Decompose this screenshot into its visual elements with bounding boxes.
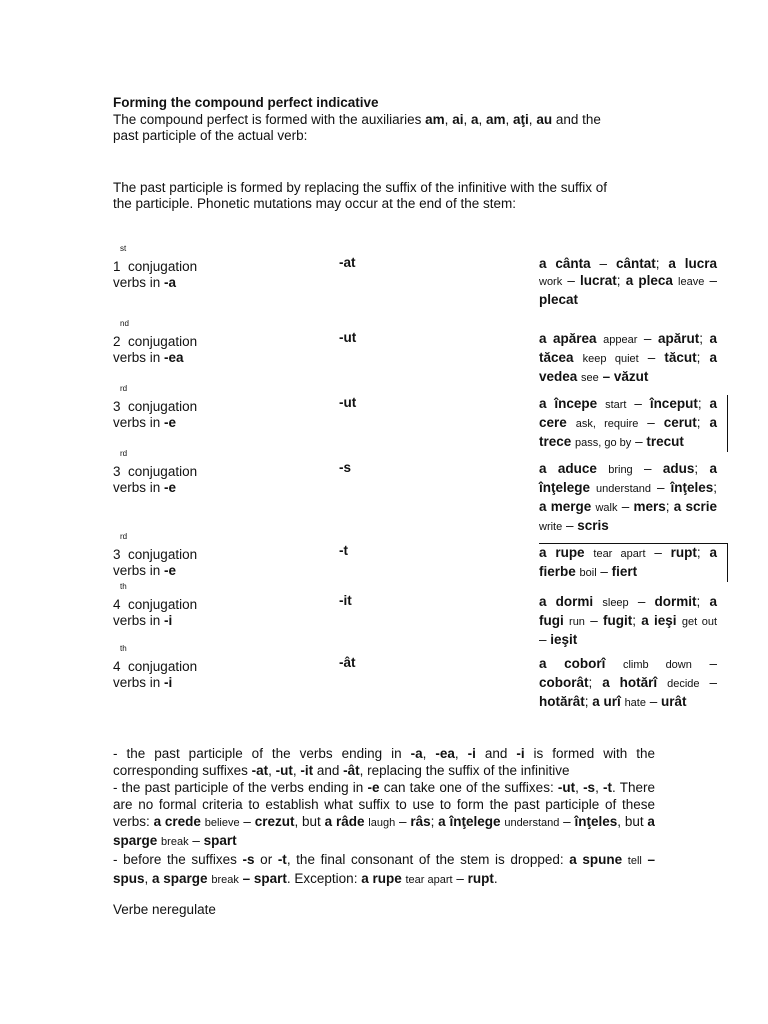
example-verbs: a începe start – început; a cere ask, require – cerut; a trece pass, go by – trecut <box>539 395 728 452</box>
aux-am: am <box>425 112 445 127</box>
conjugation-label <box>113 582 313 629</box>
conj-number: 3 <box>113 547 121 562</box>
verbs-in-text: verbs in <box>113 480 165 495</box>
ordinal-suffix: st <box>120 244 127 253</box>
example-verbs: a rupe tear apart – rupt; a fierbe boil – fiert <box>539 543 728 582</box>
conj-number: 3 <box>113 464 121 479</box>
notes-section: - the past participle of the verbs ending in -a, -ea, -i and -i is formed with the corresponding suffixes -at, -ut, -it and -ât, replacing the suffix of the infinitive - the past participle of the verbs ending in -e can take one of the suffixes: -ut, -s, -t. There are no formal criteria to establish what suffix to use to form the past participle of these verbs: a crede believe – crezut, but a râde laugh – râs; a înţelege understand – înţeles, but a sparge break – spart - before the suffixes -s or -t, the final consonant of the stem is dropped: a spune tell – spus, a sparge break – spart. Exception: a rupe tear apart – rupt. <box>113 746 655 886</box>
conjugation-label <box>113 244 313 291</box>
footer-heading: Verbe neregulate <box>113 902 216 917</box>
intro-text: The compound perfect is formed with the auxiliaries <box>113 112 426 127</box>
aux-ai: ai <box>452 112 464 127</box>
verbs-in-text: verbs in <box>113 563 165 578</box>
conjugation-title <box>113 543 313 563</box>
ordinal-suffix: rd <box>120 449 128 458</box>
participle-line-1: The past participle is formed by replacing the suffix of the infinitive with the suffix of <box>113 180 608 195</box>
verb-ending: -e <box>164 415 177 430</box>
verbs-in-text: verbs in <box>113 415 165 430</box>
conj-word: conjugation <box>128 659 198 674</box>
conjugation-title <box>113 330 313 350</box>
verb-ending-line <box>113 275 313 291</box>
conj-number: 1 <box>113 259 121 274</box>
participle-suffix: -s <box>339 460 352 475</box>
conj-number: 2 <box>113 334 121 349</box>
verbs-in-text: verbs in <box>113 613 165 628</box>
verb-ending: -e <box>164 563 177 578</box>
verb-ending-line <box>113 613 313 629</box>
conjugation-title <box>113 593 313 613</box>
intro-paragraph <box>113 112 653 144</box>
conj-number: 4 <box>113 597 121 612</box>
participle-paragraph <box>113 180 658 212</box>
example-verbs: a cânta – cântat; a lucra work – lucrat; a pleca leave – plecat <box>539 256 717 307</box>
aux-am-2: am <box>486 112 506 127</box>
conjugation-label <box>113 449 313 496</box>
example-verbs: a dormi sleep – dormit; a fugi run – fugit; a ieşi get out – ieşit <box>539 594 717 647</box>
example-verbs: a aduce bring – adus; a înţelege understand – înţeles; a merge walk – mers; a scrie write – scris <box>539 461 717 533</box>
verb-ending: -i <box>164 613 173 628</box>
conjugation-label <box>113 384 313 431</box>
conj-word: conjugation <box>128 334 198 349</box>
ordinal-suffix: th <box>120 644 127 653</box>
example-verbs: a coborî climb down – coborât; a hotărî decide – hotărât; a urî hate – urât <box>539 656 717 709</box>
ordinal-suffix: rd <box>120 532 128 541</box>
intro-line-1: The compound perfect is formed with the auxiliaries am, ai, a, am, aţi, au and the <box>113 112 601 127</box>
verbs-in-text: verbs in <box>113 350 165 365</box>
verb-ending-line <box>113 415 313 431</box>
conjugation-title <box>113 255 313 275</box>
conj-word: conjugation <box>128 399 198 414</box>
ordinal-suffix: th <box>120 582 127 591</box>
participle-suffix: -it <box>339 593 352 608</box>
intro-text-end: and the <box>552 112 601 127</box>
participle-suffix: -ut <box>339 395 357 410</box>
conj-word: conjugation <box>128 464 198 479</box>
verb-ending-line <box>113 350 313 366</box>
verb-ending: -a <box>164 275 177 290</box>
verb-ending-line <box>113 675 313 691</box>
conj-word: conjugation <box>128 547 198 562</box>
conjugation-title <box>113 655 313 675</box>
verb-ending-line <box>113 563 313 579</box>
example-verbs: a apărea appear – apărut; a tăcea keep quiet – tăcut; a vedea see – văzut <box>539 331 717 384</box>
verb-ending: -ea <box>164 350 184 365</box>
aux-a: a <box>470 112 479 127</box>
verb-ending-line <box>113 480 313 496</box>
verbs-in-text: verbs in <box>113 275 165 290</box>
conj-word: conjugation <box>128 259 198 274</box>
conjugation-label <box>113 644 313 691</box>
aux-ati: aţi <box>513 112 529 127</box>
participle-suffix: -at <box>339 255 356 270</box>
conjugation-title <box>113 395 313 415</box>
conjugation-label <box>113 319 313 366</box>
participle-suffix: -ut <box>339 330 357 345</box>
conj-word: conjugation <box>128 597 198 612</box>
participle-suffix: -t <box>339 543 348 558</box>
conjugation-title <box>113 460 313 480</box>
ordinal-suffix: rd <box>120 384 128 393</box>
verbs-in-text: verbs in <box>113 675 165 690</box>
page-title: Forming the compound perfect indicative <box>113 95 379 110</box>
ordinal-suffix: nd <box>120 319 129 328</box>
verb-ending: -e <box>164 480 177 495</box>
conjugation-label <box>113 532 313 579</box>
verb-ending: -i <box>164 675 173 690</box>
conj-number: 4 <box>113 659 121 674</box>
participle-line-2: the participle. Phonetic mutations may occur at the end of the stem: <box>113 196 516 211</box>
conj-number: 3 <box>113 399 121 414</box>
intro-line-2: past participle of the actual verb: <box>113 128 308 143</box>
aux-au: au <box>536 112 553 127</box>
participle-suffix: -ât <box>339 655 356 670</box>
